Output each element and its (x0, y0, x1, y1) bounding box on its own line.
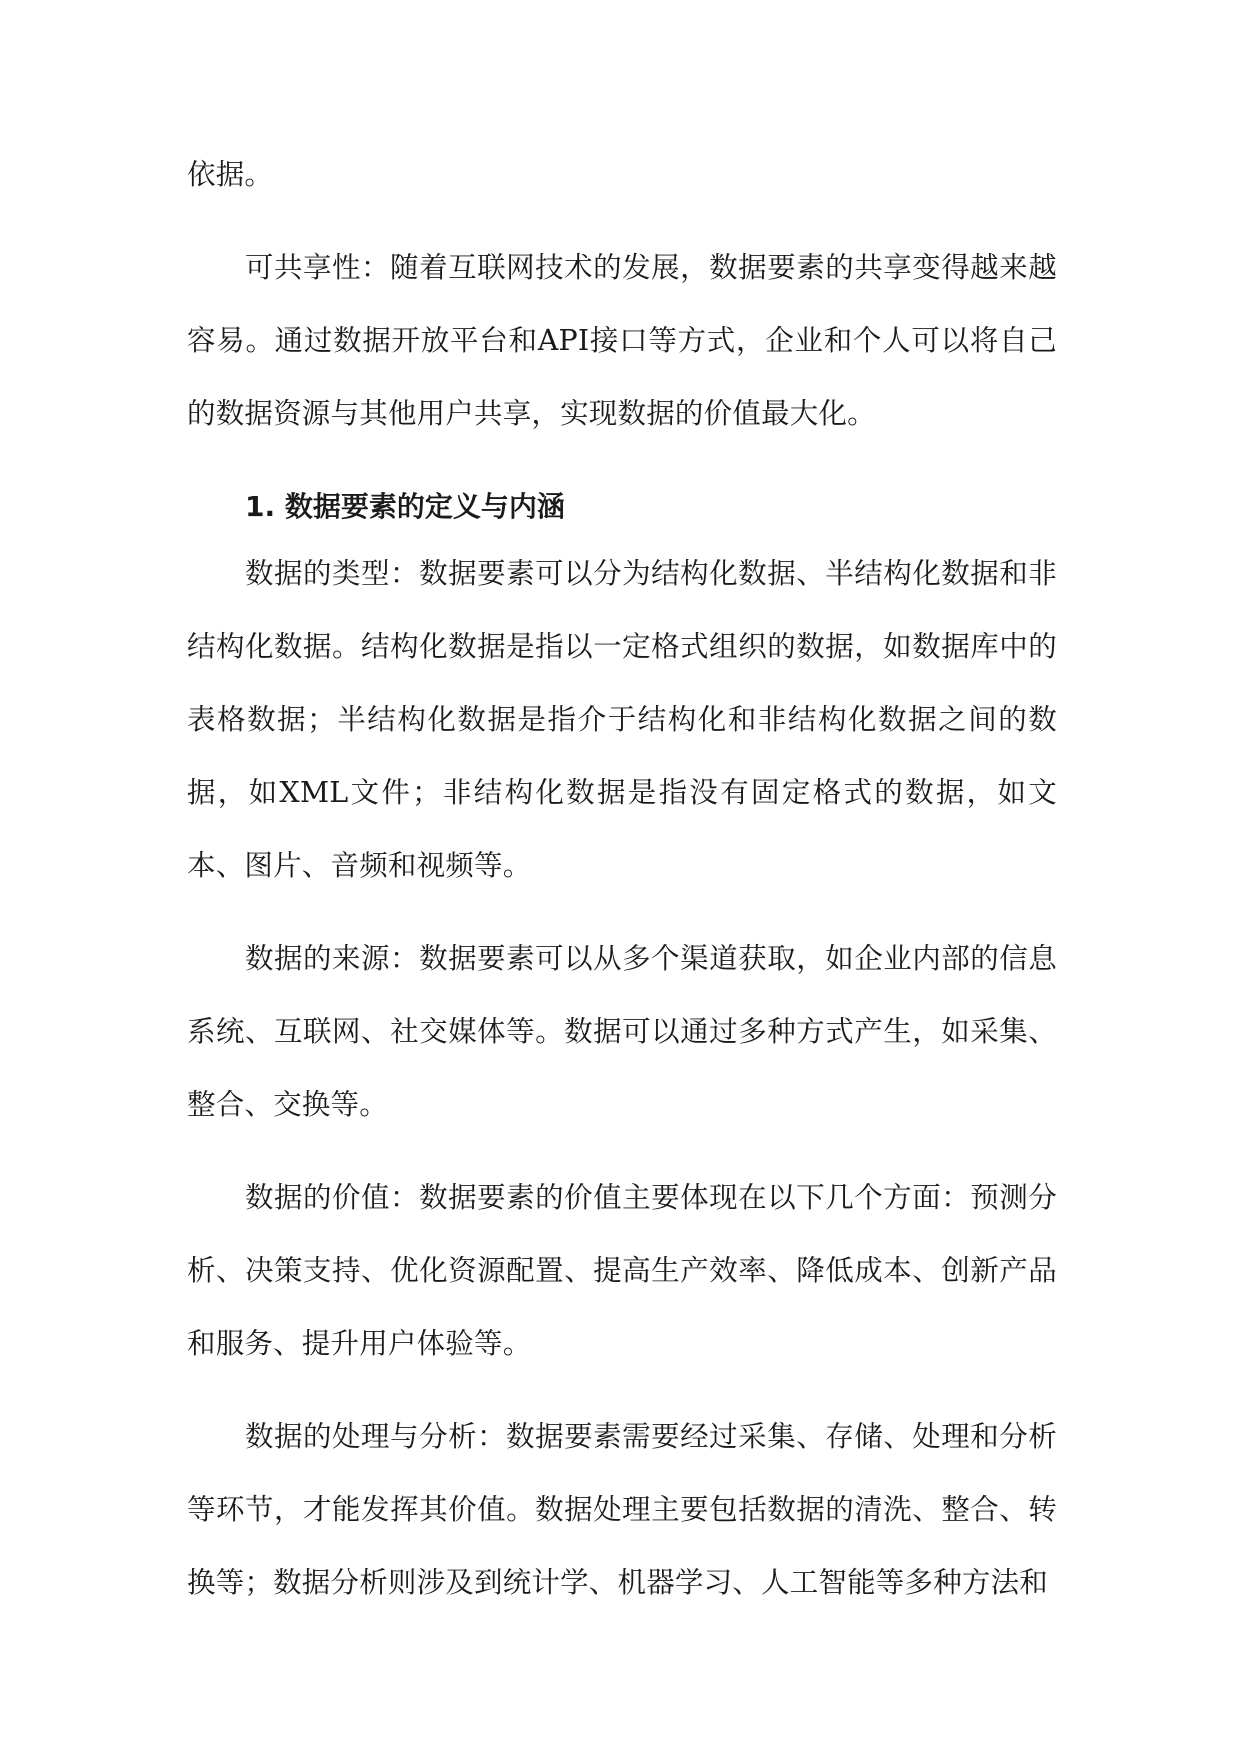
paragraph-data-processing: 数据的处理与分析：数据要素需要经过采集、存储、处理和分析等环节，才能发挥其价值。数据处理主要包括数据的清洗、整合、转换等；数据分析则涉及到统计学、机器学习、人工智能等多种方法和 (187, 1420, 1057, 1599)
paragraph-data-types: 数据的类型：数据要素可以分为结构化数据、半结构化数据和非结构化数据。结构化数据是指以一定格式组织的数据，如数据库中的表格数据；半结构化数据是指介于结构化和非结构化数据之间的数据，如XML文件；非结构化数据是指没有固定格式的数据，如文本、图片、音频和视频等。 (187, 557, 1057, 882)
section-heading: 1. 数据要素的定义与内涵 (245, 490, 565, 523)
paragraph-data-sources: 数据的来源：数据要素可以从多个渠道获取，如企业内部的信息系统、互联网、社交媒体等。数据可以通过多种方式产生，如采集、整合、交换等。 (187, 942, 1057, 1121)
document-body (187, 138, 1057, 1639)
paragraph-continuation: 依据。 (187, 158, 274, 191)
paragraph-data-value: 数据的价值：数据要素的价值主要体现在以下几个方面：预测分析、决策支持、优化资源配置、提高生产效率、降低成本、创新产品和服务、提升用户体验等。 (187, 1181, 1057, 1360)
paragraph-shareability: 可共享性：随着互联网技术的发展，数据要素的共享变得越来越容易。通过数据开放平台和API接口等方式，企业和个人可以将自己的数据资源与其他用户共享，实现数据的价值最大化。 (187, 251, 1057, 430)
